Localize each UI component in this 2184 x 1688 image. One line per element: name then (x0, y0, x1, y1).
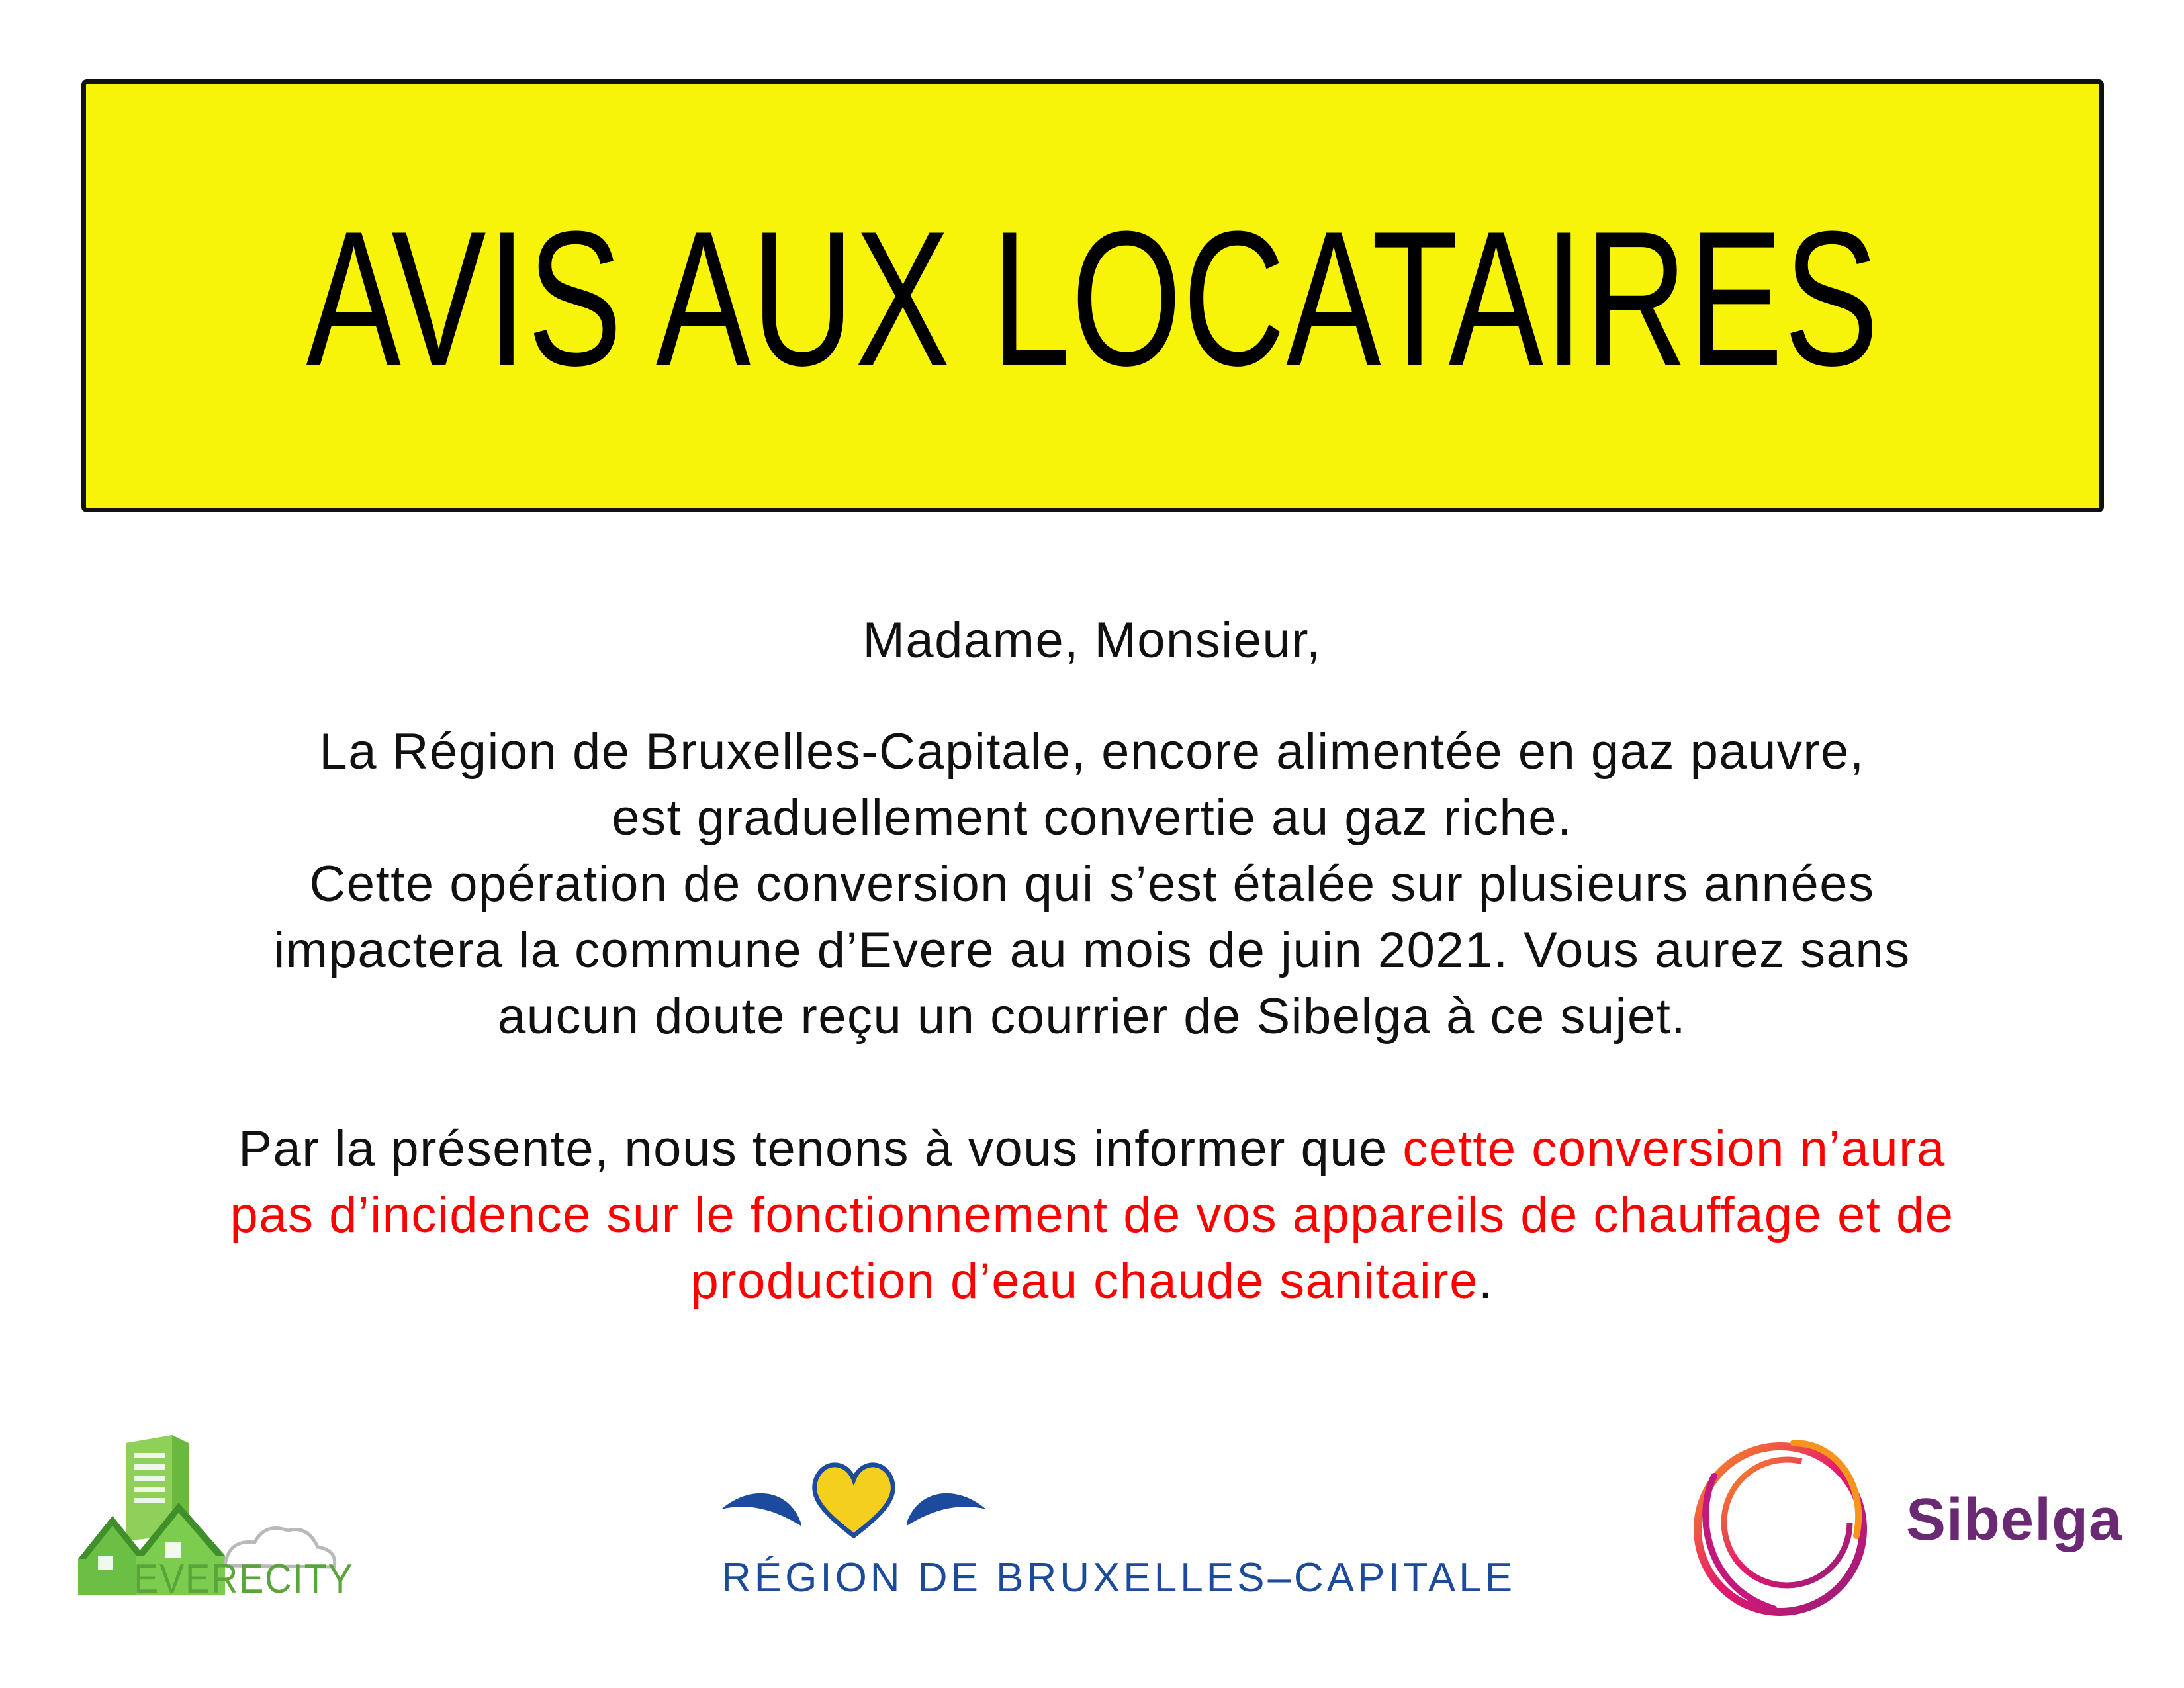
banner-title: AVIS AUX LOCATAIRES (306, 191, 1880, 406)
sibelga-logo-text: Sibelga (1906, 1487, 2123, 1553)
everecity-logo-text: EVERECITY (134, 1556, 354, 1602)
paragraph1-line: Cette opération de conversion qui s’est étalée sur plusieurs années (309, 856, 1875, 912)
everecity-logo (73, 1423, 354, 1609)
sibelga-logo (1668, 1417, 2123, 1635)
paragraph1-line: aucun doute reçu un courrier de Sibelga à ce sujet. (497, 988, 1687, 1045)
paragraph1-line: impactera la commune d’Evere au mois de juin 2021. Vous aurez sans (273, 922, 1911, 978)
paragraph-conversion-info (93, 719, 2091, 1050)
paragraph-no-impact (93, 1116, 2091, 1315)
region-logo-text: RÉGION DE BRUXELLES–CAPITALE (721, 1555, 1516, 1601)
region-bruxelles-logo (708, 1450, 1516, 1615)
paragraph2-line1 (93, 1116, 2091, 1182)
paragraph2-intro: Par la présente, nous tenons à vous informer que (238, 1121, 1403, 1177)
highlight-text: production d’eau chaude sanitaire (690, 1253, 1479, 1309)
paragraph2-ending: . (1478, 1253, 1494, 1309)
paragraph1-line: est graduellement convertie au gaz riche. (612, 790, 1572, 846)
title-banner (81, 79, 2104, 512)
sibelga-swirl-logo-icon (1668, 1417, 1886, 1635)
salutation: Madame, Monsieur, (862, 612, 1322, 669)
highlight-text: pas d’incidence sur le fonctionnement de vos appareils de chauffage et de (230, 1187, 1954, 1243)
region-bruxelles-iris-heart-logo-icon (708, 1450, 1502, 1549)
paragraph2-line3 (93, 1248, 2091, 1315)
highlight-text: cette conversion n’aura (1402, 1121, 1946, 1177)
paragraph1-line: La Région de Bruxelles-Capitale, encore alimentée en gaz pauvre, (319, 724, 1865, 780)
